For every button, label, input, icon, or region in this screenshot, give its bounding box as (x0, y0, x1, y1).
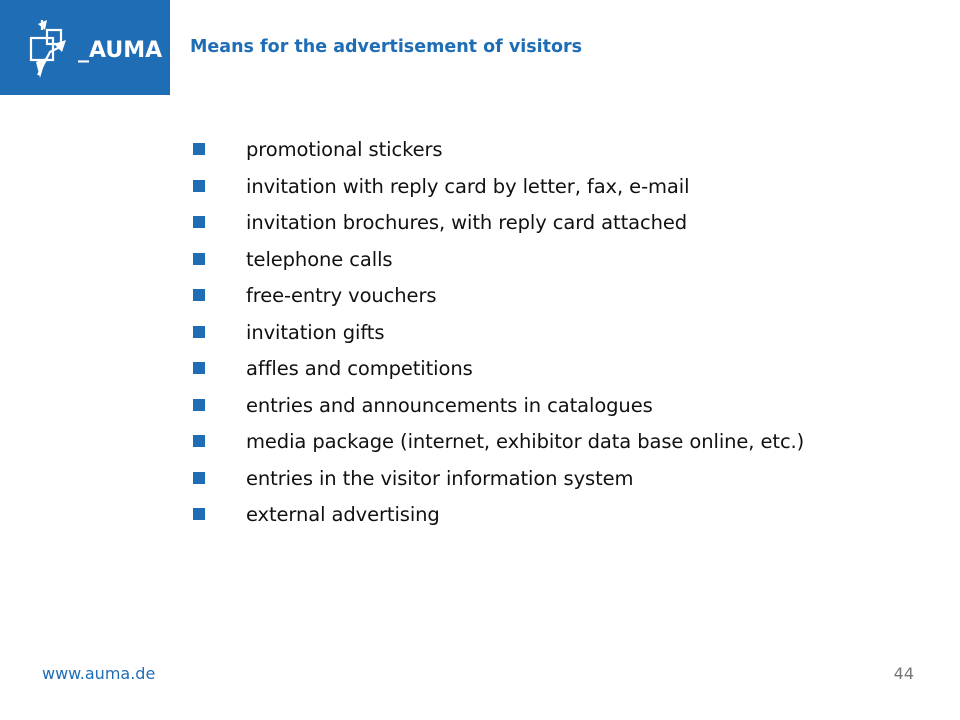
list-item (0, 134, 960, 171)
list-item (0, 499, 960, 536)
bullet-square-icon (193, 180, 205, 192)
website-link[interactable]: www.auma.de (42, 664, 156, 683)
bullet-square-icon (193, 253, 205, 265)
bullet-square-icon (193, 435, 205, 447)
bullet-square-icon (193, 143, 205, 155)
bullet-square-icon (193, 472, 205, 484)
bullet-square-icon (193, 399, 205, 411)
bullet-square-icon (193, 508, 205, 520)
slide-title: Means for the advertisement of visitors (190, 37, 583, 57)
bullet-square-icon (193, 289, 205, 301)
list-item (0, 280, 960, 317)
list-item (0, 171, 960, 208)
list-item-text: invitation brochures, with reply card attached (246, 211, 688, 234)
list-item-text: free-entry vouchers (246, 284, 437, 307)
list-item (0, 426, 960, 463)
list-item-text: external advertising (246, 503, 440, 526)
list-item-text: invitation with reply card by letter, fax, e-mail (246, 174, 690, 198)
list-item (0, 317, 960, 354)
list-item-text: invitation gifts (246, 320, 385, 344)
bullet-square-icon (193, 362, 205, 374)
list-item-text: telephone calls (246, 247, 393, 271)
bullet-square-icon (193, 326, 205, 338)
bullet-square-icon (193, 216, 205, 228)
page-number: 44 (893, 664, 914, 683)
logo-wordmark: _AUMA (78, 38, 163, 63)
list-item (0, 463, 960, 500)
list-item-text: promotional stickers (246, 138, 443, 161)
list-item (0, 207, 960, 244)
list-item (0, 353, 960, 390)
list-item (0, 244, 960, 281)
list-item (0, 390, 960, 427)
list-item-text: media package (internet, exhibitor data base online, etc.) (246, 430, 805, 453)
list-item-text: affles and competitions (246, 357, 473, 380)
bullet-list (0, 134, 960, 536)
auma-logo (0, 0, 170, 95)
list-item-text: entries and announcements in catalogues (246, 393, 653, 417)
list-item-text: entries in the visitor information system (246, 466, 634, 490)
